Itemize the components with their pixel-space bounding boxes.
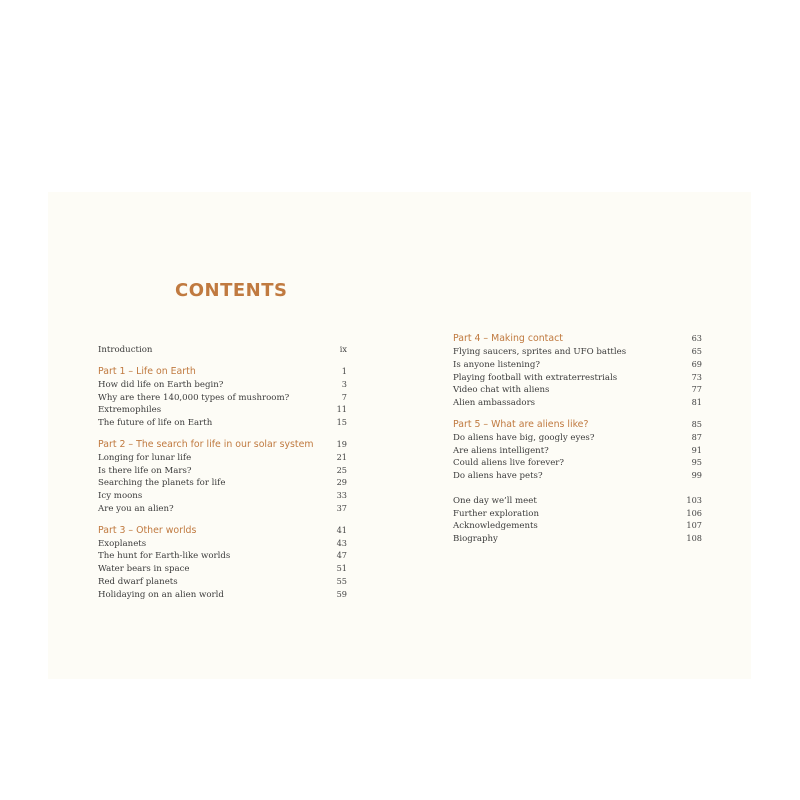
toc-page-number: 65 bbox=[691, 346, 702, 356]
toc-page-number: 29 bbox=[336, 477, 347, 488]
toc-page-number: 21 bbox=[336, 451, 347, 462]
toc-page-number: 3 bbox=[341, 378, 347, 389]
toc-entry-title: Part 5 – What are aliens like? bbox=[453, 418, 589, 430]
toc-entry bbox=[98, 403, 347, 416]
toc-entry bbox=[98, 464, 347, 477]
toc-entry bbox=[98, 575, 347, 588]
toc-page-number: 25 bbox=[336, 464, 347, 475]
toc-left-column bbox=[98, 343, 347, 600]
toc-entry bbox=[98, 416, 347, 429]
toc-entry bbox=[98, 549, 347, 562]
toc-entry bbox=[453, 494, 702, 507]
toc-entry-title: Biography bbox=[453, 534, 498, 544]
toc-entry-title: Alien ambassadors bbox=[453, 398, 536, 408]
toc-entry bbox=[98, 588, 347, 601]
toc-entry-title: One day we’ll meet bbox=[453, 495, 537, 506]
toc-entry-title: Icy moons bbox=[98, 491, 143, 501]
toc-page-number: 19 bbox=[336, 438, 347, 449]
toc-page-number: 63 bbox=[691, 333, 702, 343]
toc-right-column bbox=[453, 332, 702, 545]
toc-entry bbox=[98, 476, 347, 489]
toc-part-heading bbox=[453, 418, 702, 431]
toc-entry-title: Playing football with extraterrestrials bbox=[453, 372, 618, 383]
toc-entry-title: How did life on Earth begin? bbox=[98, 379, 224, 390]
toc-page-number: 99 bbox=[691, 470, 702, 480]
toc-entry bbox=[453, 371, 702, 384]
toc-entry-title: The hunt for Earth-like worlds bbox=[98, 551, 231, 562]
toc-entry-title: Searching the planets for life bbox=[98, 478, 226, 489]
toc-entry-title: Is there life on Mars? bbox=[98, 465, 192, 476]
toc-page-number: 106 bbox=[686, 507, 702, 518]
toc-page-number: 37 bbox=[336, 502, 347, 513]
toc-entry-title: Part 3 – Other worlds bbox=[98, 524, 197, 536]
toc-part-heading bbox=[453, 332, 702, 345]
toc-entry bbox=[98, 489, 347, 502]
toc-page-number: 103 bbox=[686, 494, 702, 505]
toc-entry bbox=[98, 562, 347, 575]
toc-page-number: 69 bbox=[691, 358, 702, 369]
toc-entry-title: Water bears in space bbox=[98, 564, 190, 574]
toc-page-number: 47 bbox=[336, 550, 347, 561]
toc-entry-title: Introduction bbox=[98, 345, 153, 355]
toc-part-heading bbox=[98, 365, 347, 378]
toc-entry-title: Do aliens have big, googly eyes? bbox=[453, 432, 595, 443]
toc-page-number: 41 bbox=[336, 524, 347, 535]
toc-page-number: 15 bbox=[336, 417, 347, 427]
toc-entry bbox=[453, 358, 702, 371]
toc-entry-title: Video chat with aliens bbox=[453, 385, 550, 396]
toc-entry-title: Do aliens have pets? bbox=[453, 471, 543, 481]
toc-page-number: 11 bbox=[336, 404, 347, 415]
toc-entry-title: Extremophiles bbox=[98, 405, 162, 416]
toc-entry-title: Flying saucers, sprites and UFO battles bbox=[453, 347, 627, 357]
toc-entry-title: Holidaying on an alien world bbox=[98, 589, 224, 600]
toc-entry-title: Part 2 – The search for life in our solar system bbox=[98, 438, 314, 450]
toc-page-number: 55 bbox=[336, 575, 347, 586]
toc-page-number: 33 bbox=[336, 490, 347, 500]
toc-page-number: 107 bbox=[686, 520, 702, 531]
toc-entry-title: Are you an alien? bbox=[98, 503, 174, 514]
toc-entry-title: Longing for lunar life bbox=[98, 452, 192, 463]
toc-page-number: 81 bbox=[691, 397, 702, 407]
toc-entry bbox=[98, 343, 347, 356]
toc-entry bbox=[453, 396, 702, 409]
toc-entry bbox=[453, 456, 702, 469]
contents-heading: CONTENTS bbox=[175, 280, 288, 301]
toc-entry bbox=[98, 537, 347, 550]
toc-entry-title: Is anyone listening? bbox=[453, 359, 540, 370]
toc-page-number: 108 bbox=[686, 533, 702, 543]
toc-page-number: 43 bbox=[336, 537, 347, 548]
toc-page-number: 51 bbox=[336, 563, 347, 573]
toc-part-heading bbox=[98, 438, 347, 451]
toc-entry bbox=[98, 502, 347, 515]
toc-page-number: 95 bbox=[691, 457, 702, 468]
toc-entry bbox=[453, 431, 702, 444]
toc-page-number: 73 bbox=[691, 371, 702, 382]
toc-entry-title: Could aliens live forever? bbox=[453, 458, 565, 469]
toc-entry-title: Red dwarf planets bbox=[98, 576, 178, 587]
toc-entry bbox=[453, 469, 702, 482]
toc-entry bbox=[453, 444, 702, 457]
toc-page-number: 77 bbox=[691, 384, 702, 395]
toc-entry bbox=[98, 451, 347, 464]
toc-entry-title: Part 1 – Life on Earth bbox=[98, 365, 196, 377]
toc-part-heading bbox=[98, 524, 347, 537]
toc-entry-title: The future of life on Earth bbox=[98, 418, 213, 428]
toc-entry bbox=[98, 378, 347, 391]
toc-entry-title: Part 4 – Making contact bbox=[453, 333, 563, 344]
toc-entry bbox=[453, 519, 702, 532]
toc-entry bbox=[453, 383, 702, 396]
toc-page-number: 85 bbox=[691, 418, 702, 429]
toc-entry-title: Acknowledgements bbox=[453, 521, 538, 532]
toc-entry bbox=[453, 345, 702, 358]
toc-page-number: 1 bbox=[341, 365, 347, 376]
toc-entry-title: Are aliens intelligent? bbox=[453, 445, 549, 456]
toc-entry bbox=[453, 532, 702, 545]
toc-entry bbox=[98, 391, 347, 404]
toc-entry-title: Exoplanets bbox=[98, 538, 147, 549]
toc-entry-title: Further exploration bbox=[453, 508, 540, 519]
toc-entry bbox=[453, 507, 702, 520]
toc-page-number: 7 bbox=[341, 391, 347, 402]
toc-page-number: 59 bbox=[336, 588, 347, 599]
toc-page-number: 91 bbox=[691, 444, 702, 455]
toc-entry-title: Why are there 140,000 types of mushroom? bbox=[98, 392, 290, 403]
toc-page-number: ix bbox=[339, 344, 347, 354]
toc-page-number: 87 bbox=[691, 431, 702, 442]
